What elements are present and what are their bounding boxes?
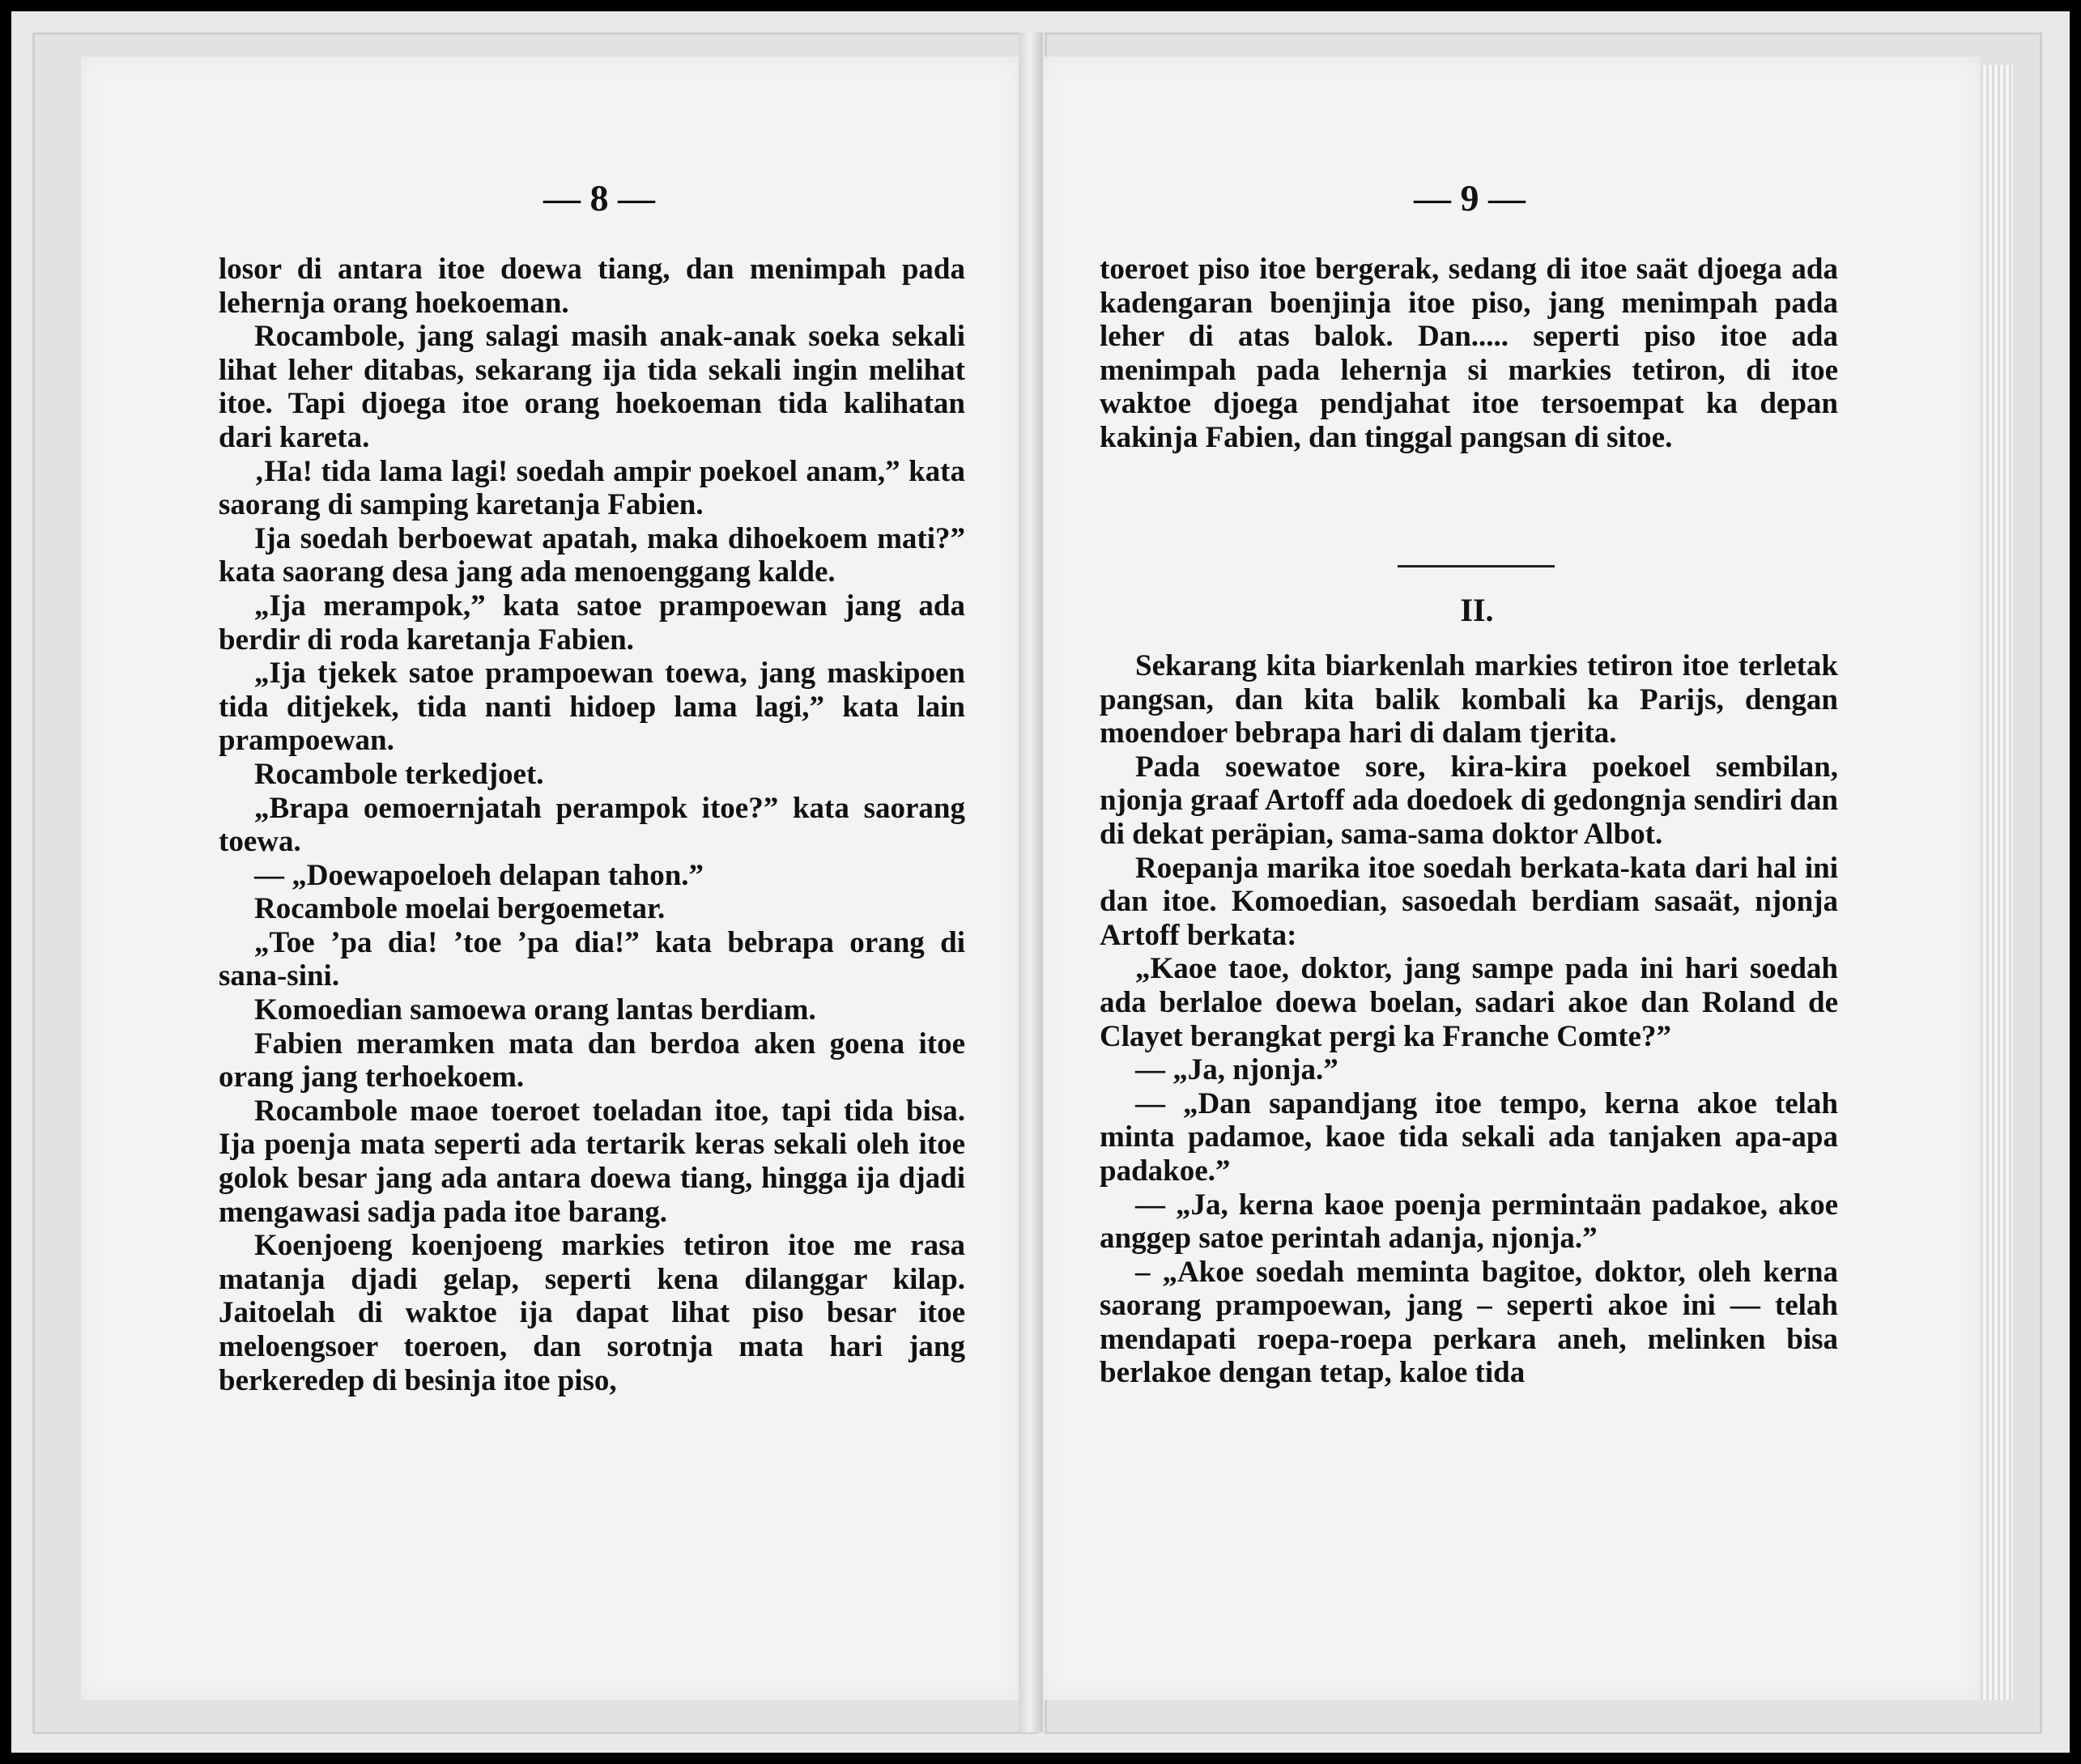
left-page-text bbox=[219, 253, 965, 1397]
paragraph: „Kaoe taoe, doktor, jang sampe pada ini hari soedah ada berlaloe doewa boelan, sadari akoe dan Roland de Clayet berangkat pergi ka Franche Comte?” bbox=[1100, 952, 1838, 1053]
paragraph: Rocambole terkedjoet. bbox=[254, 757, 544, 791]
page-number-right: — 9 — bbox=[1414, 177, 1526, 219]
right-page-text-top bbox=[1100, 253, 1838, 455]
paragraph: „Brapa oemoernjatah perampok itoe?” kata saorang toewa. bbox=[219, 791, 965, 859]
section-divider bbox=[1398, 565, 1555, 567]
paragraph: „Ija merampok,” kata satoe prampoewan jang ada berdir di roda karetanja Fabien. bbox=[219, 589, 965, 657]
right-page-text bbox=[1100, 649, 1838, 1390]
paragraph: losor di antara itoe doewa tiang, dan menimpah pada lehernja orang hoekoeman. bbox=[219, 253, 965, 320]
page-number-left: — 8 — bbox=[543, 177, 655, 219]
paragraph: Rocambole, jang salagi masih anak-anak soeka sekali lihat leher ditabas, sekarang ija tida sekali ingin melihat itoe. Tapi djoega itoe orang hoekoeman tida kalihatan dari kareta. bbox=[219, 320, 965, 454]
paragraph: Roepanja marika itoe soedah berkata-kata dari hal ini dan itoe. Komoedian, sasoedah berdiam sasaät, njonja Artoff berkata: bbox=[1100, 851, 1838, 952]
paragraph: Fabien meramken mata dan berdoa aken goena itoe orang jang terhoekoem. bbox=[219, 1027, 965, 1095]
paragraph: „Toe ’pa dia! ’toe ’pa dia!” kata bebrapa orang di sana-sini. bbox=[219, 925, 965, 993]
paragraph: ‚Ha! tida lama lagi! soedah ampir poekoel anam,” kata saorang di samping karetanja Fabien. bbox=[219, 454, 965, 522]
paragraph: toeroet piso itoe bergerak, sedang di itoe saät djoega ada kadengaran boenjinja itoe piso, jang menimpah pada leher di atas balok. Dan..... seperti piso itoe ada menimpah pada lehernja si markies tetiron, di itoe waktoe djoega pendjahat itoe tersoempat ka depan kakinja Fabien, dan tinggal pangsan di sitoe. bbox=[1100, 253, 1838, 454]
paragraph: Rocambole maoe toeroet toeladan itoe, tapi tida bisa. Ija poenja mata seperti ada tertarik keras sekali oleh itoe golok besar jang ada antara doewa tiang, hingga ija djadi mengawasi sadja pada itoe barang. bbox=[219, 1094, 965, 1229]
paragraph: Komoedian samoewa orang lantas berdiam. bbox=[254, 993, 816, 1027]
paragraph: — „Ja, kerna kaoe poenja permintaän padakoe, akoe anggep satoe perintah adanja, njonja.” bbox=[1100, 1188, 1838, 1256]
paragraph: — „Dan sapandjang itoe tempo, kerna akoe telah minta padamoe, kaoe tida sekali ada tanjaken apa-apa padakoe.” bbox=[1100, 1086, 1838, 1188]
paragraph: — „Doewapoeloeh delapan tahon.” bbox=[254, 858, 704, 892]
chapter-heading: II. bbox=[1460, 592, 1494, 628]
paragraph: „Ija tjekek satoe prampoewan toewa, jang maskipoen tida ditjekek, tida nanti hidoep lama lagi,” kata lain prampoewan. bbox=[219, 657, 965, 758]
paragraph: – „Akoe soedah meminta bagitoe, doktor, oleh kerna saorang prampoewan, jang – seperti akoe ini — telah mendapati roepa-roepa perkara aneh, melinken bisa berlakoe dengan tetap, kaloe tida bbox=[1100, 1255, 1838, 1390]
paragraph: Sekarang kita biarkenlah markies tetiron itoe terletak pangsan, dan kita balik kombali ka Parijs, dengan moendoer bebrapa hari di dalam tjerita. bbox=[1100, 649, 1838, 750]
book-spine bbox=[1019, 32, 1043, 1732]
paragraph: — „Ja, njonja.” bbox=[1135, 1053, 1338, 1087]
paragraph: Koenjoeng koenjoeng markies tetiron itoe me rasa matanja djadi gelap, seperti kena dilanggar kilap. Jaitoelah di waktoe ija dapat lihat piso besar itoe meloengsoer toeroen, dan sorotnja mata hari jang berkeredep di besinja itoe piso, bbox=[219, 1229, 965, 1397]
page-edges bbox=[1981, 65, 2013, 1700]
paragraph: Ija soedah berboewat apatah, maka dihoekoem mati?” kata saorang desa jang ada menoenggang kalde. bbox=[219, 521, 965, 589]
paragraph: Pada soewatoe sore, kira-kira poekoel sembilan, njonja graaf Artoff ada doedoek di gedongnja sendiri dan di dekat peräpian, sama-sama doktor Albot. bbox=[1100, 750, 1838, 851]
paragraph: Rocambole moelai bergoemetar. bbox=[254, 892, 666, 926]
